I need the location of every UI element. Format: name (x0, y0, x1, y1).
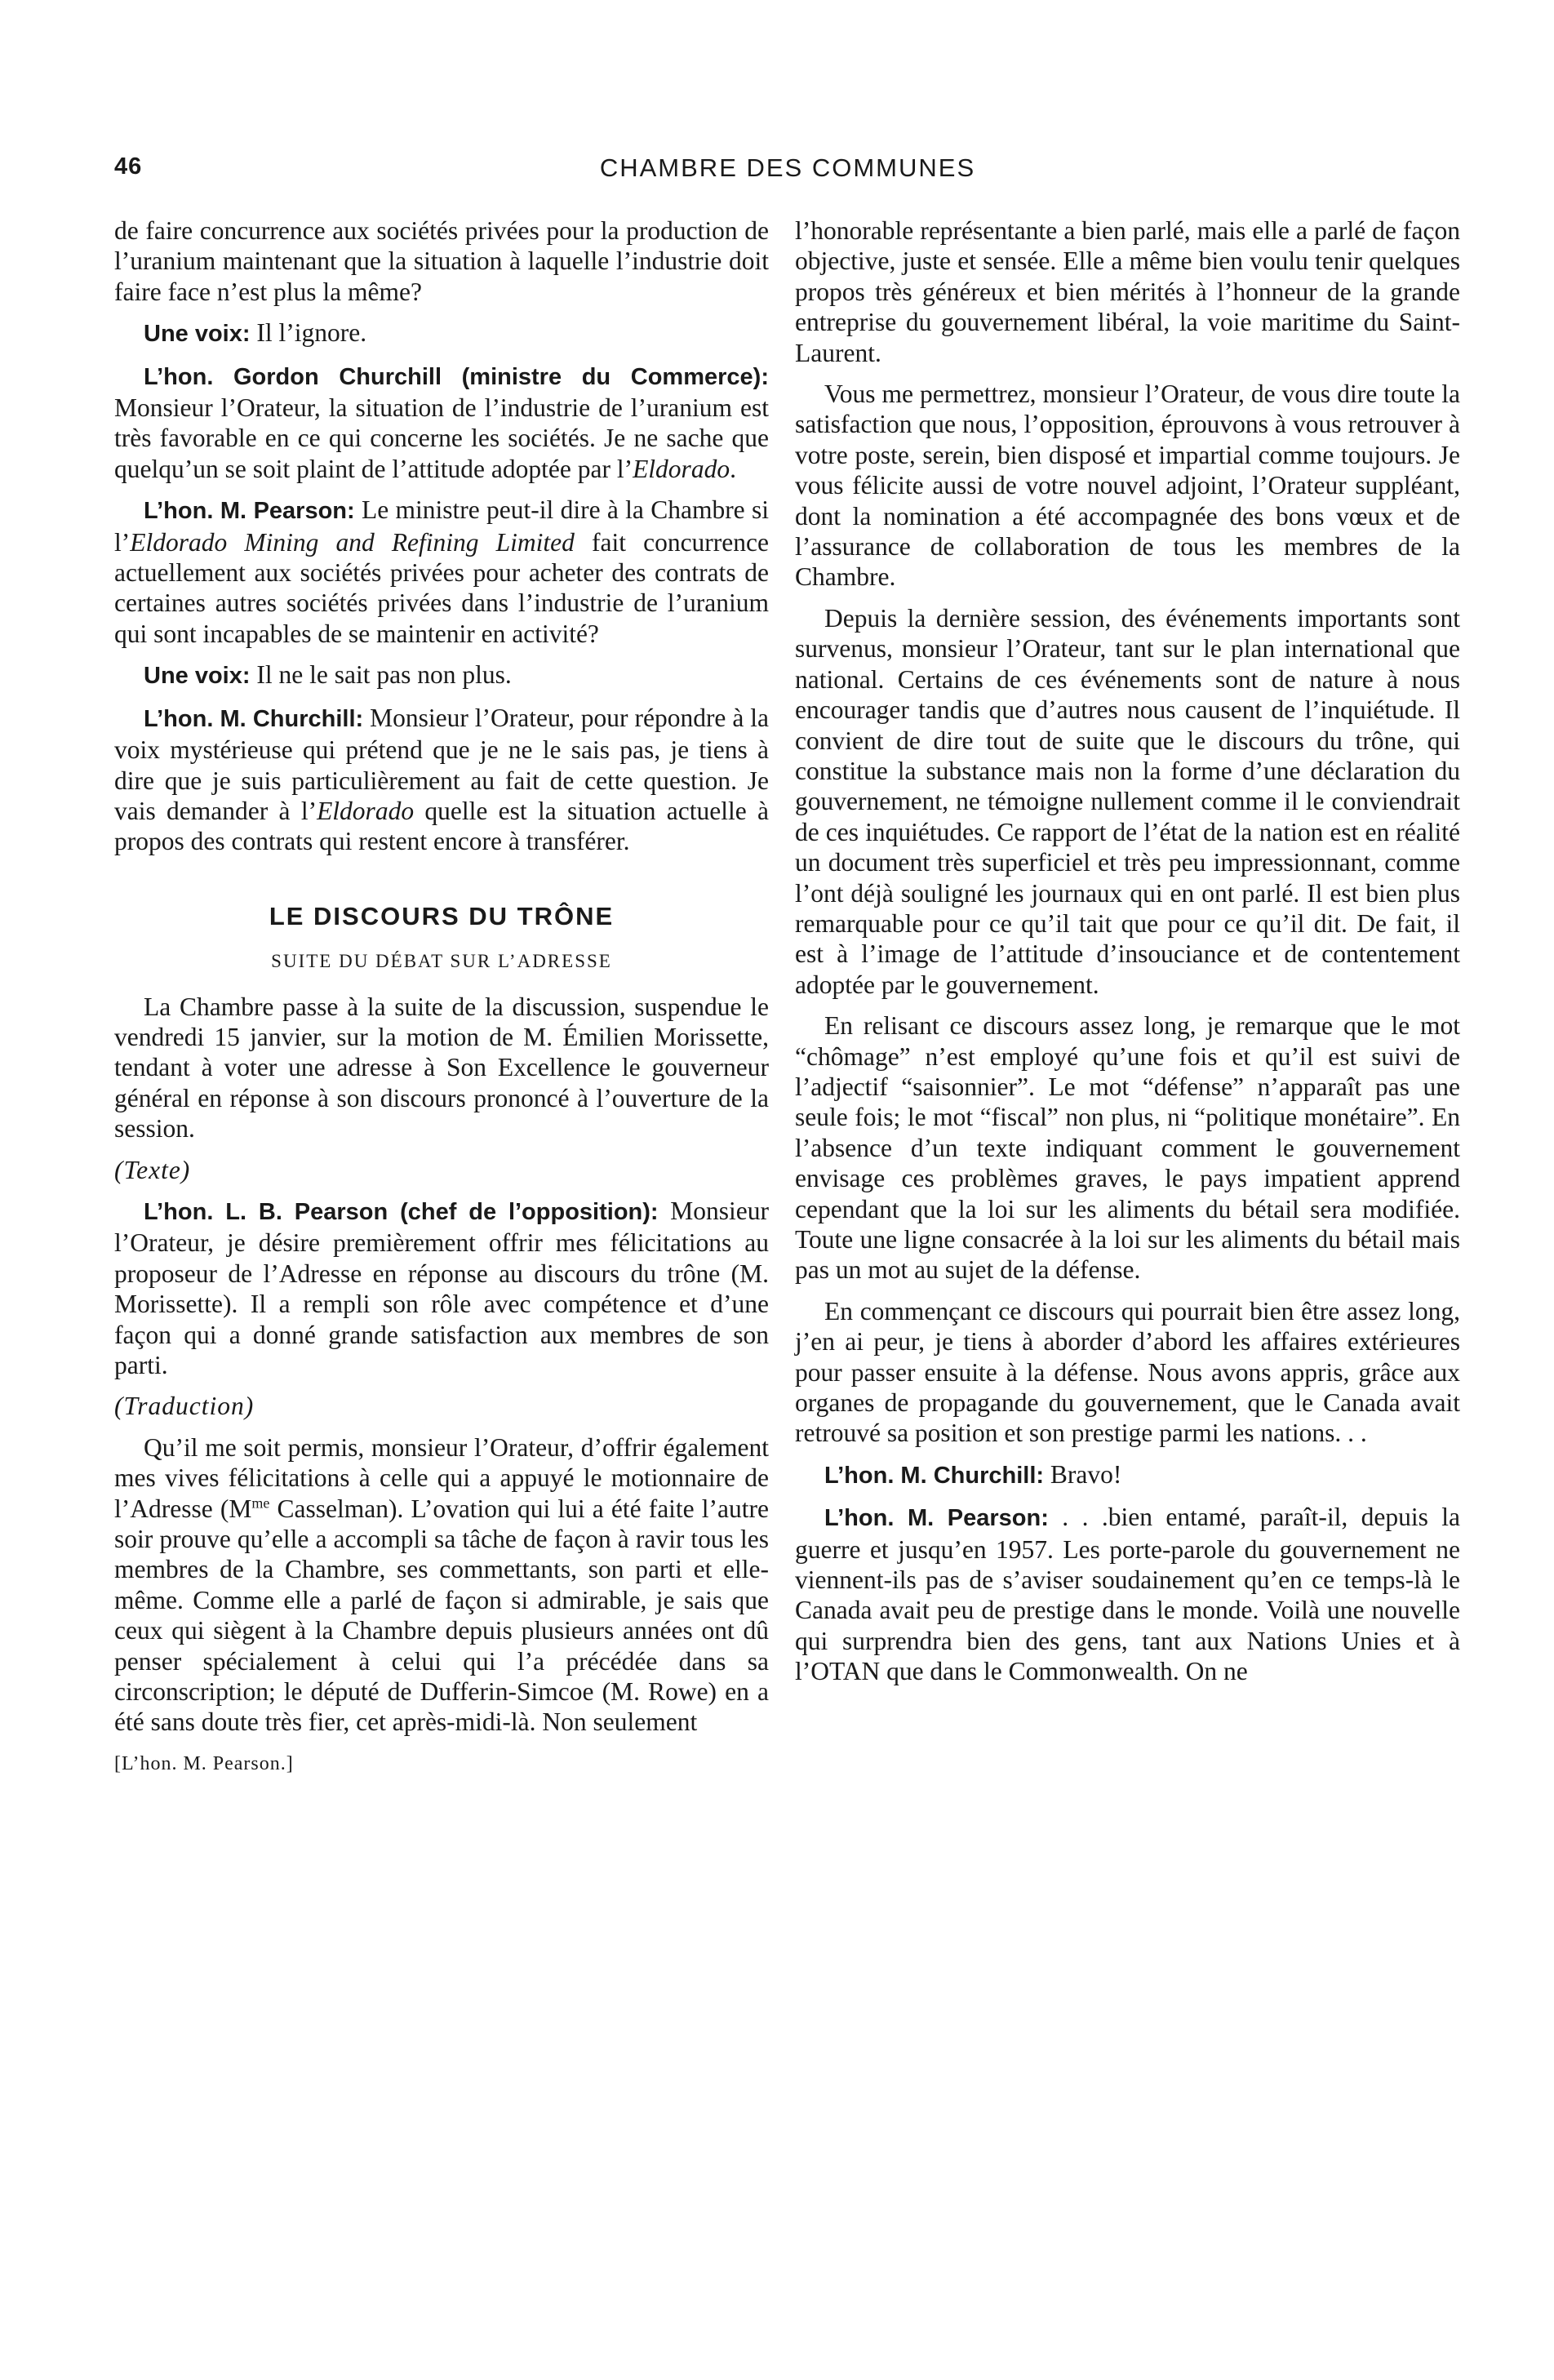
speech-text: Il ne le sait pas non plus. (256, 660, 512, 690)
speech-text: Le ministre peut-il dire à la Chambre si l’ (114, 495, 769, 557)
speaker-name: Une voix: (144, 663, 251, 690)
paragraph: En commençant ce discours qui pourrait bien être assez long, j’en ai peur, je tiens à aborder d’abord les affaires extérieures pour passer ensuite à la défense. Nous avons appris, grâce aux organes de propagande du gouvernement, que le Canada avait retrouvé sa position et son prestige parmi les nations. . . (795, 1296, 1460, 1448)
speech-text: Casselman). L’ovation qui lui a été faite l’autre soir prouve qu’elle a accompli sa tâche de façon à ravir tous les membres de la Chambre, ses commettants, son parti et elle-même. Comme elle a parlé de façon si admirable, je sais que ceux qui siègent à la Chambre depuis plusieurs années ont dû penser spécialement à celui qui l’a précédée dans sa circonscription; le député de Dufferin-Simcoe (M. Rowe) en a été sans doute très fier, cet après-midi-là. Non seulement (114, 1494, 769, 1737)
paragraph: En relisant ce discours assez long, je remarque que le mot “chômage” n’est employé qu’une fois et qu’il est suivi de l’adjectif “saisonnier”. Le mot “défense” n’apparaît pas une seule fois; le mot “fiscal” non plus, ni “politique monétaire”. En l’absence d’un texte indiquant comment le gouvernement envisage ces problèmes graves, le pays impatient apprend cependant que la loi sur les aliments du bétail sera modifiée. Toute une ligne consacrée à la loi sur les aliments du bétail mais pas un mot au sujet de la défense. (795, 1011, 1460, 1285)
italic-text: Eldorado (317, 796, 415, 825)
speaker-name: Une voix: (144, 321, 251, 348)
page-number: 46 (114, 153, 143, 180)
page-header (114, 153, 1461, 194)
speech-text: Monsieur l’Orateur, je désire premièrement offrir mes félicitations au proposeur de l’Adresse en réponse au discours du trône (M. Morissette). Il a rempli son rôle avec compétence et d’une façon qui a donné grande satisfaction aux membres de son parti. (114, 1196, 770, 1379)
speaker-name: L’hon. Gordon Churchill (ministre du Commerce): (144, 363, 769, 390)
speaker-name: L’hon. M. Pearson: (144, 498, 355, 525)
speech-text: Monsieur l’Orateur, la situation de l’industrie de l’uranium est très favorable en ce qui concerne les sociétés. Je ne sache que quelqu’un se soit plaint de l’attitude adoptée par l’ (114, 393, 769, 483)
speech-text: . . .bien entamé, paraît-il, depuis la guerre et jusqu’en 1957. Les porte-parole du gouvernement ne viennent-ils pas de s’aviser soudainement qu’en ce temps-là le Canada avait peu de prestige dans le monde. Voilà une nouvelle qui surprendra bien des gens, tant aux Nations Unies et à l’OTAN que dans le Commonwealth. On ne (795, 1503, 1460, 1686)
paragraph (795, 1459, 1460, 1491)
paragraph: Vous me permettrez, monsieur l’Orateur, de vous dire toute la satisfaction que nous, l’opposition, éprouvons à vous retrouver à votre poste, serein, bien disposé et impartial comme toujours. Je vous félicite aussi de votre nouvel adjoint, l’Orateur suppléant, dont la nomination a été accompagnée des bons vœux et de l’assurance de collaboration de tous les membres de la Chambre. (795, 380, 1460, 592)
section-subheading: SUITE DU DÉBAT SUR L’ADRESSE (271, 951, 612, 972)
paragraph (114, 361, 769, 485)
italic-text: Eldorado (633, 454, 730, 483)
paragraph: La Chambre passe à la suite de la discussion, suspendue le vendredi 15 janvier, sur la motion de M. Émilien Morissette, tendant à voter une adresse à Son Excellence le gouverneur général en réponse à son discours prononcé à l’ouverture de la session. (114, 992, 769, 1143)
paragraph: l’honorable représentante a bien parlé, mais elle a parlé de façon objective, juste et sensée. Elle a même bien voulu tenir quelques propos très généreux et bien mérités à l’honneur de la grande entreprise du gouvernement libéral, la voie maritime du Saint-Laurent. (795, 216, 1460, 367)
speech-text: Il l’ignore. (256, 318, 367, 348)
paragraph (114, 495, 769, 649)
speech-text: quelle est la situation actuelle à propos des contrats qui restent encore à transférer. (114, 796, 769, 856)
paragraph (114, 659, 769, 691)
right-column (795, 215, 1460, 1698)
speech-text: . (730, 454, 736, 483)
speech-text: Monsieur l’Orateur, pour répondre à la voix mystérieuse qui prétend que je ne le sais pas, je tiens à dire que je suis particulièrement au fait de cette question. Je vais demander à l’ (114, 703, 770, 825)
italic-text: Eldorado Mining and Refining Limited (130, 527, 575, 557)
left-column (114, 215, 769, 1779)
language-note: (Texte) (114, 1155, 191, 1184)
paragraph (114, 703, 769, 857)
section-heading: LE DISCOURS DU TRÔNE (269, 901, 615, 930)
speech-text: fait concurrence actuellement aux sociétés privées pour acheter des contrats de certaines autres sociétés privées dans l’industrie de l’uranium qui sont incapables de se maintenir en activité? (114, 527, 769, 648)
speaker-footer: [L’hon. M. Pearson.] (114, 1752, 294, 1774)
paragraph (795, 1502, 1460, 1686)
paragraph (114, 1432, 769, 1738)
superscript: me (251, 1494, 270, 1512)
speaker-name: L’hon. M. Pearson: (824, 1505, 1049, 1532)
speaker-name: L’hon. M. Churchill: (144, 705, 364, 732)
speaker-name: L’hon. L. B. Pearson (chef de l’opposition): (144, 1198, 659, 1225)
paragraph: de faire concurrence aux sociétés privées pour la production de l’uranium maintenant que la situation à laquelle l’industrie doit faire face n’est plus la même? (114, 216, 769, 306)
running-head: CHAMBRE DES COMMUNES (599, 153, 976, 182)
paragraph (114, 317, 769, 349)
paragraph: Depuis la dernière session, des événements importants sont survenus, monsieur l’Orateur, tant sur le plan international que national. Certains de ces événements sont de nature à nous encourager tandis que d’autres nous causent de l’inquiétude. Il convient de dire tout de suite que le discours du trône, qui constitue la substance mais non la forme d’une déclaration du gouvernement, ne témoigne nullement comme il le conviendrait de ces inquiétudes. Ce rapport de l’état de la nation est en réalité un document très superficiel et très peu impressionnant, comme l’ont déjà souligné les journaux qui en ont parlé. Il est bien plus remarquable pour ce qu’il tait que pour ce qu’il dit. De fait, il est à l’image de l’attitude d’insouciance et de contentement adoptée par le gouvernement. (795, 603, 1460, 999)
speech-text: Qu’il me soit permis, monsieur l’Orateur, d’offrir également mes vives félicitations à celle qui a appuyé le motionnaire de l’Adresse (M (114, 1432, 769, 1523)
speaker-name: L’hon. M. Churchill: (824, 1462, 1045, 1489)
paragraph (114, 1196, 769, 1380)
language-note: (Traduction) (114, 1392, 255, 1421)
speech-text: Bravo! (1050, 1459, 1122, 1489)
